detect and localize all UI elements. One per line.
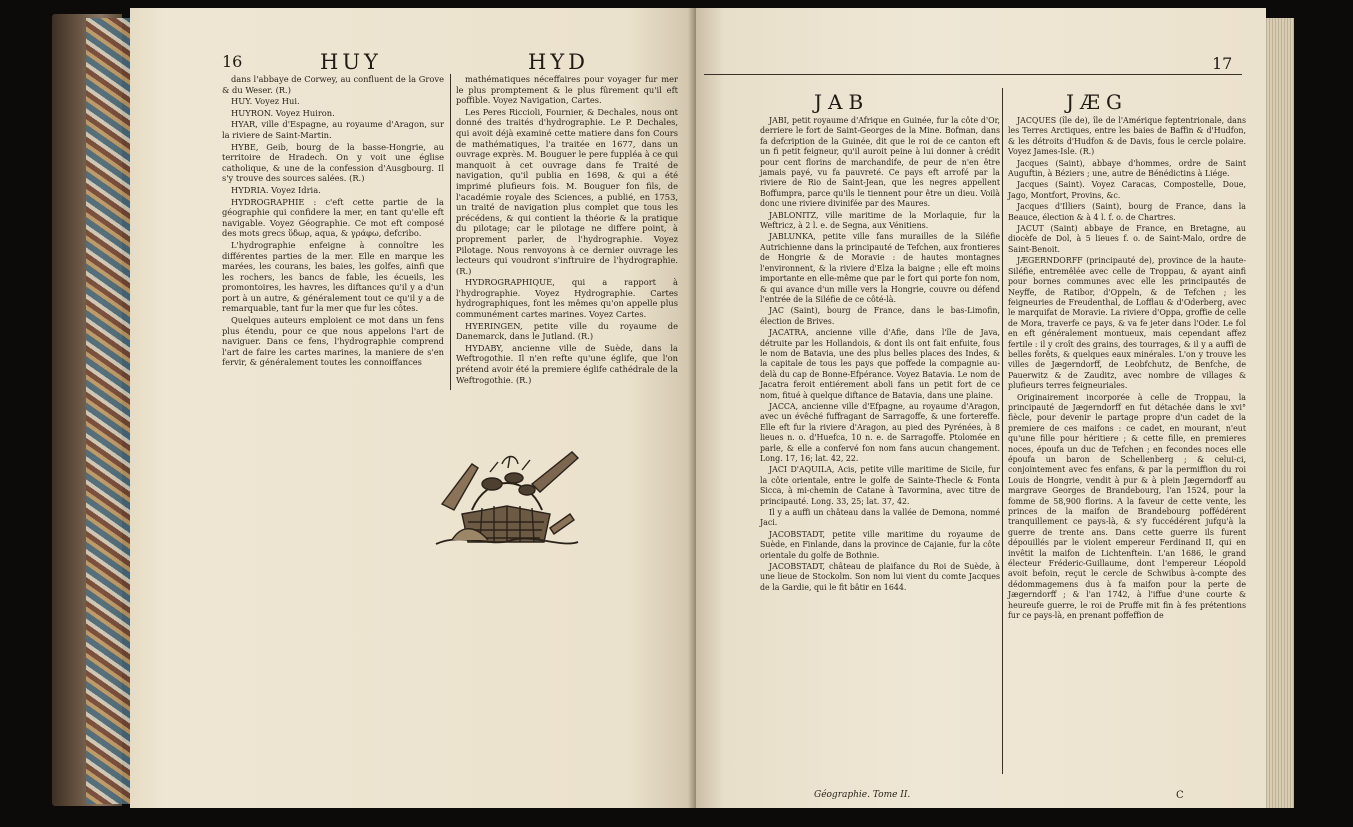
signature-mark: C xyxy=(1176,790,1184,801)
paragraph: HYDABY, ancienne ville de Suède, dans la Weftrogothie. Il n'en refte qu'une églife, que l'on prétend avoir été la premiere églife cathédrale de la Weftrogothie. (R.) xyxy=(456,342,678,385)
paragraph: HUYRON. Voyez Huiron. xyxy=(231,107,335,118)
paragraph: JABLUNKA, petite ville fans murailles de la Siléfie Autrichienne dans la principauté de Tefchen, aux frontieres de Hongrie & de Moravie : de hautes montagnes l'environnent, & la riviere d'Elza la baigne ; elle eft moins importante en elle-même que par le fort qui porte fon nom, & qui avance d'un mille vers la Hongrie, couvre ou défend l'entrée de la Siléfie de ce côté-là. xyxy=(760,232,1000,304)
open-book xyxy=(52,8,1300,810)
column-divider-right xyxy=(1002,88,1003,774)
paragraph: HYDROGRAPHIQUE, qui a rapport à l'hydrographie. Voyez Hydrographie. Cartes hydrographiques, font les mêmes qu'on appelle plus communément cartes marines. Voyez Cartes. xyxy=(456,277,678,320)
running-head-jaeg: JÆG xyxy=(1066,90,1129,114)
paragraph: Jacques (Saint), abbaye d'hommes, ordre de Saint Auguftin, à Béziers ; une, autre de Bénédictins à Liége. xyxy=(1008,158,1246,179)
right-page-column-1 xyxy=(760,116,1000,594)
paragraph: JÆGERNDORFF (principauté de), province de la haute-Siléfie, entremêlée avec celle de Troppau, & ayant ainfi pour bornes communes avec elle les principautés de Neyffe, de Ratibor, d'Oppeln, & de Tefchen ; les feigneuries de Freudenthal, de Lofflau & d'Oderberg, avec le marquifat de Moravie. La riviere d'Oppa, groffie de celle de Mora, traverfe ce pays, & va fe jeter dans l'Oder. Le fol en eft généralement montueux, mais cependant affez fertile : il y croît des grains, des tourrages, & il y a auffi de belles forêts, & quelques eaux minérales. L'on y trouve les villes de Jægerndorff, de Leobfchutz, de Benfche, de Pauerwitz & de Zauditz, avec nombre de villages & plufieurs terres feigneuriales. xyxy=(1008,256,1246,391)
paragraph: JACATRA, ancienne ville d'Afie, dans l'île de Java, détruite par les Hollandois, & dont ils ont fait enfuite, fous le nom de Batavia, une des plus belles places des Indes, & la capitale de tous les pays que poffede la compagnie au-delà du cap de Bonne-Efpérance. Voyez Batavia. Le nom de Jacatra feroit entiérement aboli fans un petit fort de ce nom, fitué à quelque diftance de Batavia, dans une plaine. xyxy=(760,328,1000,400)
paragraph: Originairement incorporée à celle de Troppau, la principauté de Jægerndorff en fut détachée dans le xvi° fiècle, pour devenir le partage propre d'un cadet de la premiere de ces maifons : ce cadet, en mourant, n'eut qu'une fille pour héritiere ; & cette fille, en premieres noces, époufa un duc de Tefchen ; en fecondes noces elle époufa un baron de Schellenberg ; & celui-ci, conjointement avec fes enfans, & par la permiffion du roi Louis de Hongrie, vendit à pur & à plein Jægerndorff au margrave Georges de Brandebourg, l'an 1524, pour la fomme de 58,900 florins. A la faveur de cette vente, les princes de la maifon de Brandebourg poffédérent tranquillement ce pays-là, & s'y fuccédérent jufqu'à la guerre de trente ans. Dans cette guerre ils furent dépouillés par le violent empereur Ferdinand II, qui en invêtit la maifon de Lichtenftein. L'an 1686, le grand électeur Fréderic-Guillaume, dont l'empereur Léopold avoit befoin, reçut le cercle de Schwibus à-compte des dédommagemens dus à fa maifon pour la perte de Jægerndorff ; & l'an 1742, à l'iffue d'une courte & heureufe guerre, le roi de Pruffe mit fin à fes prétentions fur ce pays-là, en prenant poffeffion de xyxy=(1008,392,1246,621)
paragraph: Les Peres Riccioli, Fournier, & Dechales, nous ont donné des traités d'hydrographie. Le P. Dechales, qui avoit déjà examiné cette matiere dans fon Cours de mathématiques, l'a traitée en 1677, dans un ouvrage exprès. M. Bouguer le pere fuppléa à ce qui manquoit à cet ouvrage dans fe Traité de navigation, qu'il publia en 1698, & qui a été imprimé plufieurs fois. M. Bouguer fon fils, de l'académie royale des Sciences, a publié, en 1753, un traité de navigation plus complet que tous les précédens, & qui contient la théorie & la pratique du pilotage; car le pilotage ne differe point, à proprement parler, de l'hydrographie. Voyez Pilotage. Nous renvoyons à ce dernier ouvrage les lecteurs qui voudront s'inftruire de l'hydrographie. (R.) xyxy=(456,106,678,276)
paragraph: JACCA, ancienne ville d'Efpagne, au royaume d'Aragon, avec un évêché fuffragant de Sarragoffe, & une fortereffe. Elle eft fur la riviere d'Aragon, au pied des Pyrénées, à 8 lieues n. o. d'Huefca, 10 n. e. de Sarragoffe. Ptolomée en parle, & elle a confervé fon nom fans aucun changement. Long. 17, 16; lat. 42, 22. xyxy=(760,401,1000,463)
paragraph: JACUT (Saint) abbaye de France, en Bretagne, au diocèfe de Dol, à 5 lieues f. o. de Saint-Malo, ordre de Saint-Benoit. xyxy=(1008,224,1246,254)
paragraph: HYBE, Geib, bourg de la basse-Hongrie, au territoire de Hradech. On y voit une église catholique, & une de la confession d'Ausgbourg. Il s'y trouve des sources salées. (R.) xyxy=(222,141,444,184)
right-page xyxy=(696,8,1266,808)
page-edges xyxy=(1264,18,1294,808)
paragraph: HYDRIA. Voyez Idria. xyxy=(231,184,321,195)
paragraph: JABI, petit royaume d'Afrique en Guinée, fur la côte d'Or, derriere le fort de Saint-Georges de la Mine. Bofman, dans fa defcription de la Guinée, dit que le roi de ce canton eft un fi petit feigneur, qu'il auroit peine à lui donner à crédit pour cent florins de marchandife, de peur de n'en être jamais payé, vu fa pauvreté. Ce pays eft arrofé par la riviere de Rio de Saint-Jean, que les negres appellent Boffumpra, parce qu'ils le tiennent pour être un dieu. Voilà donc une riviere divinifée par des Maures. xyxy=(760,116,1000,209)
left-page-column-1 xyxy=(222,74,444,369)
page-number-right: 17 xyxy=(1212,54,1233,73)
running-head-left: HUY xyxy=(320,50,382,74)
marbled-endpaper xyxy=(86,18,132,804)
paragraph: Quelques auteurs emploient ce mot dans un fens plus étendu, pour ce que nous appelons l'art de naviguer. Dans ce fens, l'hydrographie comprend l'art de faire les cartes marines, la maniere de s'en fervir, & généralement toutes les connoiffances xyxy=(222,315,444,368)
running-head-right: HYD xyxy=(528,50,590,74)
top-rule xyxy=(704,74,1242,75)
paragraph: JACOBSTADT, petite ville maritime du royaume de Suède, en Finlande, dans la province de Cajanie, fur la côte orientale du golfe de Bothnie. xyxy=(760,529,1000,560)
left-page xyxy=(130,8,696,808)
footer-volume: Géographie. Tome II. xyxy=(814,790,911,800)
right-page-column-2 xyxy=(1008,116,1246,623)
paragraph: Jacques (Saint). Voyez Caracas, Compostelle, Doue, Jago, Montfort, Provins, &c. xyxy=(1008,180,1246,200)
paragraph: JABLONITZ, ville maritime de la Morlaquie, fur la Weftricz, à 2 l. e. de Segna, aux Vénitiens. xyxy=(760,210,1000,231)
paragraph: HYERINGEN, petite ville du royaume de Danemarck, dans le Jutland. (R.) xyxy=(456,320,678,342)
left-page-column-2 xyxy=(456,74,678,386)
paragraph: JACI D'AQUILA, Acis, petite ville maritime de Sicile, fur la côte orientale, entre le golfe de Sainte-Thecle & Fonta Sicca, à mi-chemin de Catane à Tavormina, avec titre de principauté. Long. 33, 25; lat. 37, 42. xyxy=(760,465,1000,506)
paragraph: Il y a auffi un château dans la vallée de Demona, nommé Jaci. xyxy=(760,508,1000,528)
paragraph: dans l'abbaye de Corwey, au confluent de la Grove & du Weser. (R.) xyxy=(222,74,444,95)
page-number-left: 16 xyxy=(222,52,243,71)
column-divider xyxy=(450,74,451,390)
paragraph: Jacques d'Illiers (Saint), bourg de France, dans la Beauce, élection & à 4 l. f. o. de Chartres. xyxy=(1008,202,1246,222)
paragraph: L'hydrographie enfeigne à connoître les différentes parties de la mer. Elle en marque les marées, les courans, les baies, les golfes, ainfi que les rochers, les bancs de fable, les écueils, les promontoires, les havres, les diftances qu'il y a d'un port à un autre, & généralement tout ce qu'il y a de remarquable, tant fur la mer que fur les côtes. xyxy=(222,239,444,314)
basket-ornament-illustration xyxy=(432,444,582,554)
paragraph: mathématiques néceffaires pour voyager fur mer le plus promptement & le plus fûrement qu'il eft poffible. Voyez Navigation, Cartes. xyxy=(456,74,678,106)
paragraph: HYDROGRAPHIE : c'eft cette partie de la géographie qui confidere la mer, en tant qu'elle eft navigable. Voyez Géographie. Ce mot eft composé des mots grecs ὕδωρ, aqua, & γράφω, defcribo. xyxy=(222,196,444,239)
paragraph: JACOBSTADT, château de plaifance du Roi de Suède, à une lieue de Stockolm. Son nom lui vient du comte Jacques de la Gardie, qui le fit bâtir en 1644. xyxy=(760,562,1000,592)
paragraph: JAC (Saint), bourg de France, dans le bas-Limofin, élection de Brives. xyxy=(760,306,1000,326)
paragraph: JACQUES (île de), île de l'Amérique feptentrionale, dans les Terres Arctiques, entre les baies de Baffin & d'Hudfon, & les détroits d'Hudfon & de Davis, fous le cercle polaire. Voyez James-Isle. (R.) xyxy=(1008,116,1246,157)
running-head-jab: JAB xyxy=(814,90,870,114)
paragraph: HUY. Voyez Hui. xyxy=(231,96,300,107)
paragraph: HYAR, ville d'Espagne, au royaume d'Aragon, sur la riviere de Saint-Martin. xyxy=(222,119,444,140)
